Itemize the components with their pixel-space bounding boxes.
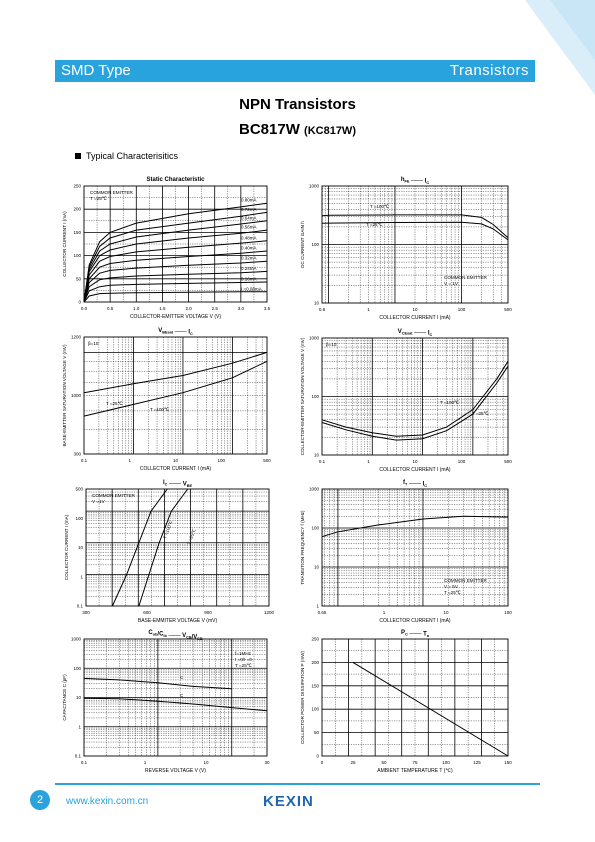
title-subscript: EB bbox=[197, 637, 203, 641]
y-tick-label: 0.1 bbox=[74, 753, 81, 759]
chart-title bbox=[403, 480, 427, 488]
y-tick-label: 1200 bbox=[70, 334, 81, 340]
title-part: V bbox=[158, 328, 163, 334]
x-axis-label: REVERSE VOLTAGE V (V) bbox=[145, 768, 206, 774]
title-subscript: C bbox=[190, 332, 193, 336]
chart-title bbox=[401, 177, 430, 185]
y-axis-label: COLLECTOR CURRENT I (mA) bbox=[62, 211, 67, 277]
footer-divider bbox=[55, 783, 540, 785]
x-tick-label: 3.5 bbox=[263, 306, 271, 311]
x-tick-label: 1 bbox=[128, 458, 132, 463]
x-axis-label: COLLECTOR CURRENT I (mA) bbox=[379, 315, 451, 321]
y-tick-label: 10 bbox=[77, 545, 83, 550]
y-tick-label: 100 bbox=[73, 665, 81, 671]
chart-title bbox=[163, 480, 193, 488]
title-part: C bbox=[148, 630, 153, 636]
y-tick-label: 150 bbox=[73, 229, 81, 235]
y-axis-label: BASE-EMITTER SATURATION VOLTAGE V (mV) bbox=[62, 344, 67, 447]
x-tick-label: 1 bbox=[382, 610, 386, 615]
x-tick-label: 1.0 bbox=[133, 306, 140, 311]
title-subscript: C bbox=[164, 482, 168, 487]
title-subscript: FE bbox=[404, 179, 410, 184]
title-part: V bbox=[397, 329, 402, 335]
x-tick-label: 100 bbox=[217, 458, 226, 463]
curve-label: T =100℃ bbox=[370, 204, 390, 209]
title-part: h bbox=[400, 177, 405, 183]
title-dash: —— bbox=[407, 481, 423, 488]
y-tick-label: 250 bbox=[73, 183, 81, 189]
x-tick-label: 900 bbox=[204, 610, 212, 615]
title-subscript: C bbox=[424, 484, 428, 488]
curve-label: C bbox=[180, 675, 184, 680]
footer-url[interactable]: www.kexin.com.cn bbox=[66, 796, 149, 807]
x-tick-label: 3.0 bbox=[237, 306, 244, 311]
curve-label: 0.24mA bbox=[241, 265, 257, 271]
x-tick-label: 2.0 bbox=[185, 306, 192, 311]
plot-frame bbox=[322, 489, 508, 606]
x-tick-label: 100 bbox=[442, 760, 450, 765]
title-subscript: BE bbox=[186, 484, 193, 488]
chart-note: T =25℃ bbox=[90, 196, 107, 201]
y-tick-label: 500 bbox=[75, 486, 83, 492]
title-part: V bbox=[182, 633, 187, 639]
x-tick-label: 1200 bbox=[263, 610, 275, 615]
x-tick-label: 300 bbox=[82, 610, 90, 615]
curve-label: I =0.08mA bbox=[241, 286, 262, 292]
header-category: Transistors bbox=[449, 62, 529, 79]
x-tick-label: 0.1 bbox=[318, 459, 326, 464]
y-tick-label: 0.1 bbox=[76, 603, 83, 609]
x-tick-label: 0.65 bbox=[317, 610, 327, 615]
title-dash: —— bbox=[407, 631, 424, 638]
x-tick-label: 1 bbox=[143, 760, 147, 765]
x-tick-label: 0.1 bbox=[80, 458, 88, 463]
x-tick-label: 10 bbox=[412, 459, 418, 464]
chart-vcesat bbox=[300, 329, 512, 473]
x-tick-label: 10 bbox=[412, 307, 418, 312]
title-part: V bbox=[182, 481, 187, 488]
y-tick-label: 50 bbox=[313, 730, 319, 736]
title-dash: —— bbox=[412, 330, 428, 337]
chart-note: T =25℃ bbox=[444, 590, 461, 595]
x-axis-label: BASE-EMMITER VOLTAGE V (mV) bbox=[137, 618, 218, 624]
chart-note: COMMON EMITTER bbox=[92, 493, 135, 498]
x-tick-label: 500 bbox=[504, 307, 512, 312]
x-tick-label: 1 bbox=[367, 459, 370, 464]
title-part: I bbox=[188, 329, 191, 336]
chart-icvbe bbox=[64, 480, 275, 624]
x-tick-label: 500 bbox=[263, 458, 271, 463]
y-axis-label: COLLECTOR CURRENT I (mA) bbox=[64, 514, 69, 581]
y-tick-label: 1000 bbox=[70, 393, 81, 398]
x-tick-label: 0.0 bbox=[80, 306, 88, 311]
x-tick-label: 30 bbox=[264, 760, 270, 765]
y-tick-label: 1000 bbox=[308, 335, 319, 341]
title-part: P bbox=[401, 630, 406, 636]
chart-title bbox=[158, 328, 193, 336]
chart-cap bbox=[62, 630, 270, 774]
y-tick-label: 10 bbox=[313, 452, 319, 458]
y-tick-label: 1000 bbox=[308, 183, 319, 189]
y-tick-label: 200 bbox=[73, 206, 81, 212]
y-tick-label: 150 bbox=[311, 683, 319, 689]
title-part: /C bbox=[157, 631, 164, 638]
curve-label: T =100℃ bbox=[162, 519, 174, 540]
chart-note: V = 5V bbox=[444, 584, 458, 589]
y-axis-label: DC CURRENT GAIN h bbox=[300, 221, 305, 268]
title-part: T bbox=[423, 631, 427, 638]
title-dash: —— bbox=[409, 178, 425, 185]
chart-note: COMMON EMITTER bbox=[444, 275, 487, 280]
y-axis-label: COLLECTOR-EMITTER SATURATION VOLTAGE V (mV) bbox=[300, 337, 305, 456]
title-subscript: C bbox=[429, 333, 433, 337]
title-part: I bbox=[424, 178, 427, 185]
title-subscript: BEsat bbox=[162, 330, 174, 335]
chart-note: I =0/I =0 bbox=[235, 657, 252, 662]
title-part: I bbox=[427, 330, 430, 337]
curve-label: C bbox=[180, 693, 184, 698]
title-subscript: ob bbox=[152, 632, 158, 637]
y-axis-label: CAPACITANCE C (pF) bbox=[62, 674, 67, 721]
y-tick-label: 100 bbox=[311, 706, 319, 712]
chart-ft bbox=[300, 480, 512, 624]
x-tick-label: 2.5 bbox=[211, 306, 218, 311]
chart-note: COMMON EMITTER bbox=[444, 578, 487, 583]
y-tick-label: 300 bbox=[73, 451, 81, 457]
chart-note: COMMON EMITTER bbox=[90, 190, 133, 195]
y-axis-label: TRANSITION FREQUENCY f (MHz) bbox=[300, 510, 305, 585]
curve-label: 0.56mA bbox=[241, 224, 257, 230]
title-subscript: CB bbox=[186, 635, 192, 640]
curve-label: 0.48mA bbox=[241, 235, 257, 241]
y-tick-label: 10 bbox=[313, 564, 319, 570]
x-tick-label: 500 bbox=[504, 459, 512, 464]
x-tick-label: 100 bbox=[504, 610, 512, 615]
header-type: SMD Type bbox=[61, 62, 131, 79]
curve-label: T =25℃ bbox=[472, 411, 489, 416]
title-dash: —— bbox=[166, 633, 183, 639]
curve-label: 0.32mA bbox=[241, 255, 257, 261]
chart-note: V = 1V bbox=[444, 281, 458, 286]
y-tick-label: 10 bbox=[313, 300, 319, 306]
x-axis-label: COLLECTOR-EMITTER VOLTAGE V (V) bbox=[129, 314, 222, 320]
title-part: I bbox=[422, 481, 425, 488]
x-tick-label: 75 bbox=[412, 760, 418, 765]
curve-label: 0.80mA bbox=[241, 197, 257, 203]
x-axis-label: AMBIENT TEMPERATURE T (℃) bbox=[377, 768, 453, 774]
chart-note: f=1MHz bbox=[235, 651, 251, 656]
title-subscript: ib bbox=[163, 634, 167, 638]
y-tick-label: 250 bbox=[311, 636, 319, 642]
x-tick-label: 0.5 bbox=[107, 306, 114, 311]
x-tick-label: 10 bbox=[203, 760, 209, 765]
part-alt-name: (KC817W) bbox=[304, 125, 356, 137]
curve-label: 0.72mA bbox=[241, 206, 257, 212]
x-tick-label: 10 bbox=[172, 458, 179, 463]
chart-title bbox=[398, 329, 433, 337]
curve-label: T =100℃ bbox=[150, 407, 170, 412]
title-subscript: T bbox=[404, 482, 408, 487]
chart-vbesat bbox=[62, 328, 271, 472]
y-tick-label: 100 bbox=[311, 242, 319, 247]
x-tick-label: 50 bbox=[381, 760, 387, 765]
title-subscript: CEsat bbox=[401, 331, 413, 336]
curve-label: T =100℃ bbox=[440, 400, 460, 405]
chart-title bbox=[401, 630, 430, 638]
curve-label: T =25℃ bbox=[106, 401, 123, 406]
page-number-badge: 2 bbox=[30, 790, 50, 810]
x-tick-label: 1.5 bbox=[159, 306, 166, 311]
curve-label: 0.64mA bbox=[241, 215, 257, 221]
part-name: BC817W bbox=[239, 121, 300, 138]
x-tick-label: 0.8 bbox=[318, 307, 326, 312]
x-tick-label: 100 bbox=[457, 459, 466, 464]
x-axis-label: COLLECTOR CURRENT I (mA) bbox=[139, 466, 212, 472]
title-part: f bbox=[402, 480, 405, 486]
title-subscript: C bbox=[405, 632, 408, 637]
y-tick-label: 100 bbox=[75, 515, 83, 521]
title-subscript: C bbox=[426, 181, 430, 185]
y-tick-label: 10 bbox=[75, 695, 81, 700]
y-tick-label: 1000 bbox=[308, 486, 319, 492]
chart-title: Static Characteristic bbox=[146, 177, 205, 183]
y-tick-label: 0 bbox=[78, 299, 81, 305]
y-tick-label: 50 bbox=[75, 276, 81, 282]
title-dash: —— bbox=[173, 329, 189, 336]
chart-note: β=10 bbox=[326, 342, 337, 347]
y-tick-label: 100 bbox=[311, 525, 319, 531]
y-tick-label: 0 bbox=[316, 753, 319, 759]
y-tick-label: 1 bbox=[78, 724, 81, 730]
chart-note: T =25℃ bbox=[235, 663, 252, 668]
title-part: I bbox=[162, 480, 165, 486]
chart-hfe bbox=[300, 177, 512, 321]
curve-label: T =25℃ bbox=[186, 528, 197, 546]
y-tick-label: 100 bbox=[73, 253, 81, 259]
x-tick-label: 125 bbox=[473, 760, 481, 765]
y-axis-label: COLLECTOR POWER DISSIPATION P (mW) bbox=[300, 650, 305, 745]
x-axis-label: COLLECTOR CURRENT I (mA) bbox=[379, 618, 451, 624]
x-tick-label: 100 bbox=[457, 307, 466, 312]
x-tick-label: 1 bbox=[367, 307, 370, 312]
x-tick-label: 0.1 bbox=[80, 760, 88, 765]
y-tick-label: 200 bbox=[311, 659, 319, 665]
title-dash: —— bbox=[167, 481, 183, 488]
y-tick-label: 1 bbox=[80, 574, 83, 580]
y-tick-label: 1000 bbox=[70, 636, 81, 642]
chart-note: β=10 bbox=[88, 341, 99, 346]
section-label: Typical Characterisitics bbox=[86, 151, 179, 161]
x-tick-label: 600 bbox=[143, 610, 151, 615]
curve-label: T =25℃ bbox=[366, 222, 383, 227]
title-part: /V bbox=[191, 634, 198, 641]
y-tick-label: 1 bbox=[316, 603, 319, 609]
curve-label: 0.16mA bbox=[241, 276, 257, 282]
x-tick-label: 150 bbox=[504, 760, 512, 765]
kexin-logo: KEXIN bbox=[263, 793, 314, 810]
title-subscript: a bbox=[426, 634, 429, 638]
x-tick-label: 25 bbox=[350, 760, 356, 765]
chart-pc bbox=[300, 630, 512, 774]
x-axis-label: COLLECTOR CURRENT I (mA) bbox=[379, 467, 451, 473]
x-tick-label: 0 bbox=[320, 760, 324, 765]
chart-note: V =1V bbox=[92, 499, 105, 504]
curve-label: 0.40mA bbox=[241, 245, 257, 251]
doc-title: NPN Transistors bbox=[239, 96, 356, 113]
chart-static bbox=[62, 177, 271, 320]
y-tick-label: 100 bbox=[311, 394, 319, 399]
x-tick-label: 10 bbox=[443, 610, 449, 615]
